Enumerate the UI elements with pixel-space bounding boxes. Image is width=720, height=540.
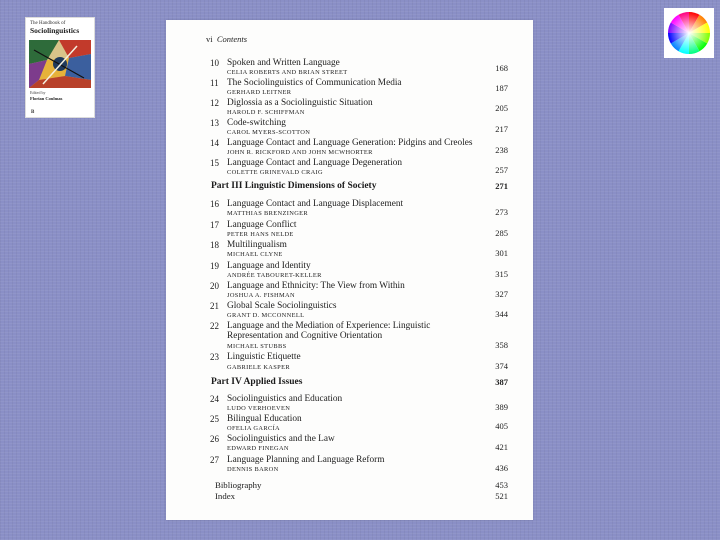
chapter-title: Language and Identity [227, 261, 311, 271]
contents-page [166, 20, 533, 520]
cover-title-main: Sociolinguistics [30, 26, 80, 35]
chapter-title: Language and Ethnicity: The View from Within [227, 281, 405, 291]
chapter-page: 273 [495, 207, 508, 217]
chapter-page: 421 [495, 442, 508, 452]
chapter-author: LUDO VERHOEVEN [227, 405, 291, 412]
chapter-page: 187 [495, 83, 508, 93]
chapter-author: ANDRÉE TABOURET-KELLER [227, 272, 322, 279]
chapter-number: 27 [210, 455, 219, 465]
chapter-number: 26 [210, 434, 219, 444]
color-wheel-icon [664, 8, 714, 58]
chapter-number: 20 [210, 281, 219, 291]
chapter-author: COLETTE GRINEVALD CRAIG [227, 169, 323, 176]
back-matter-label: Index [215, 491, 236, 501]
chapter-author: DENNIS BARON [227, 466, 279, 473]
back-matter-label: Bibliography [215, 480, 262, 490]
chapter-author: JOSHUA A. FISHMAN [227, 292, 295, 299]
chapter-title: The Sociolinguistics of Communication Media [227, 78, 402, 88]
part-label: Part III Linguistic Dimensions of Society [211, 181, 377, 191]
chapter-number: 11 [210, 78, 219, 88]
chapter-page: 374 [495, 361, 508, 371]
chapter-author: CAROL MYERS-SCOTTON [227, 129, 311, 136]
chapter-author: MICHAEL STUBBS [227, 343, 287, 350]
chapter-title: Bilingual Education [227, 414, 302, 424]
chapter-page: 285 [495, 228, 508, 238]
cover-edited-by: Edited by [30, 90, 46, 95]
chapter-title: Language Contact and Language Generation: Pidgins and Creoles [227, 138, 473, 148]
cover-artwork [29, 40, 91, 88]
chapter-page: 436 [495, 463, 508, 473]
chapter-number: 21 [210, 301, 219, 311]
chapter-author: MICHAEL CLYNE [227, 251, 283, 258]
chapter-author: GABRIELE KASPER [227, 364, 290, 371]
chapter-page: 327 [495, 289, 508, 299]
chapter-author: HAROLD F. SCHIFFMAN [227, 109, 305, 116]
chapter-title: Language Planning and Language Reform [227, 455, 385, 465]
chapter-page: 344 [495, 309, 508, 319]
chapter-title: Sociolinguistics and the Law [227, 434, 335, 444]
chapter-author: JOHN R. RICKFORD AND JOHN MCWHORTER [227, 149, 373, 156]
chapter-title: Code-switching [227, 118, 286, 128]
chapter-title: Multilingualism [227, 240, 287, 250]
chapter-page: 257 [495, 165, 508, 175]
chapter-number: 23 [210, 352, 219, 362]
chapter-title: Diglossia as a Sociolinguistic Situation [227, 98, 373, 108]
chapter-author: MATTHIAS BRENZINGER [227, 210, 309, 217]
chapter-number: 22 [210, 321, 219, 331]
cover-editor: Florian Coulmas [30, 96, 63, 101]
chapter-title: Language and the Mediation of Experience: Linguistic [227, 321, 431, 331]
chapter-number: 14 [210, 138, 219, 148]
chapter-author: CELIA ROBERTS AND BRIAN STREET [227, 69, 348, 76]
chapter-title: Language Conflict [227, 220, 297, 230]
chapter-page: 315 [495, 269, 508, 279]
chapter-author: PETER HANS NELDE [227, 231, 294, 238]
chapter-page: 358 [495, 340, 508, 350]
part-page: 387 [495, 377, 508, 387]
chapter-author: GRANT D. MCCONNELL [227, 312, 305, 319]
chapter-number: 15 [210, 158, 219, 168]
back-matter-page: 521 [495, 491, 508, 501]
chapter-title: Linguistic Etiquette [227, 352, 301, 362]
chapter-number: 12 [210, 98, 219, 108]
chapter-page: 238 [495, 145, 508, 155]
chapter-title: Language Contact and Language Degeneration [227, 158, 403, 168]
chapter-title-continued: Representation and Cognitive Orientation [227, 331, 383, 341]
chapter-author: GERHARD LEITNER [227, 89, 292, 96]
chapter-page: 217 [495, 124, 508, 134]
chapter-page: 389 [495, 402, 508, 412]
chapter-number: 13 [210, 118, 219, 128]
part-label: Part IV Applied Issues [211, 377, 303, 387]
chapter-page: 205 [495, 103, 508, 113]
chapter-title: Language Contact and Language Displacement [227, 199, 404, 209]
chapter-author: OFELIA GARCÍA [227, 425, 281, 432]
header-page-number: vi [206, 34, 213, 44]
publisher-mark: B [31, 110, 35, 115]
chapter-number: 18 [210, 240, 219, 250]
chapter-title: Spoken and Written Language [227, 58, 340, 68]
chapter-number: 19 [210, 261, 219, 271]
chapter-number: 24 [210, 394, 219, 404]
cover-title-top: The Handbook of [30, 21, 66, 26]
chapter-number: 17 [210, 220, 219, 230]
part-page: 271 [495, 181, 508, 191]
back-matter-page: 453 [495, 480, 508, 490]
chapter-title: Sociolinguistics and Education [227, 394, 343, 404]
chapter-page: 168 [495, 63, 508, 73]
chapter-page: 301 [495, 248, 508, 258]
chapter-author: EDWARD FINEGAN [227, 445, 289, 452]
page-header [206, 34, 247, 44]
chapter-page: 405 [495, 421, 508, 431]
chapter-number: 16 [210, 199, 219, 209]
chapter-title: Global Scale Sociolinguistics [227, 301, 337, 311]
header-title: Contents [216, 34, 248, 44]
chapter-number: 25 [210, 414, 219, 424]
book-cover-thumbnail [25, 17, 95, 118]
chapter-number: 10 [210, 58, 219, 68]
